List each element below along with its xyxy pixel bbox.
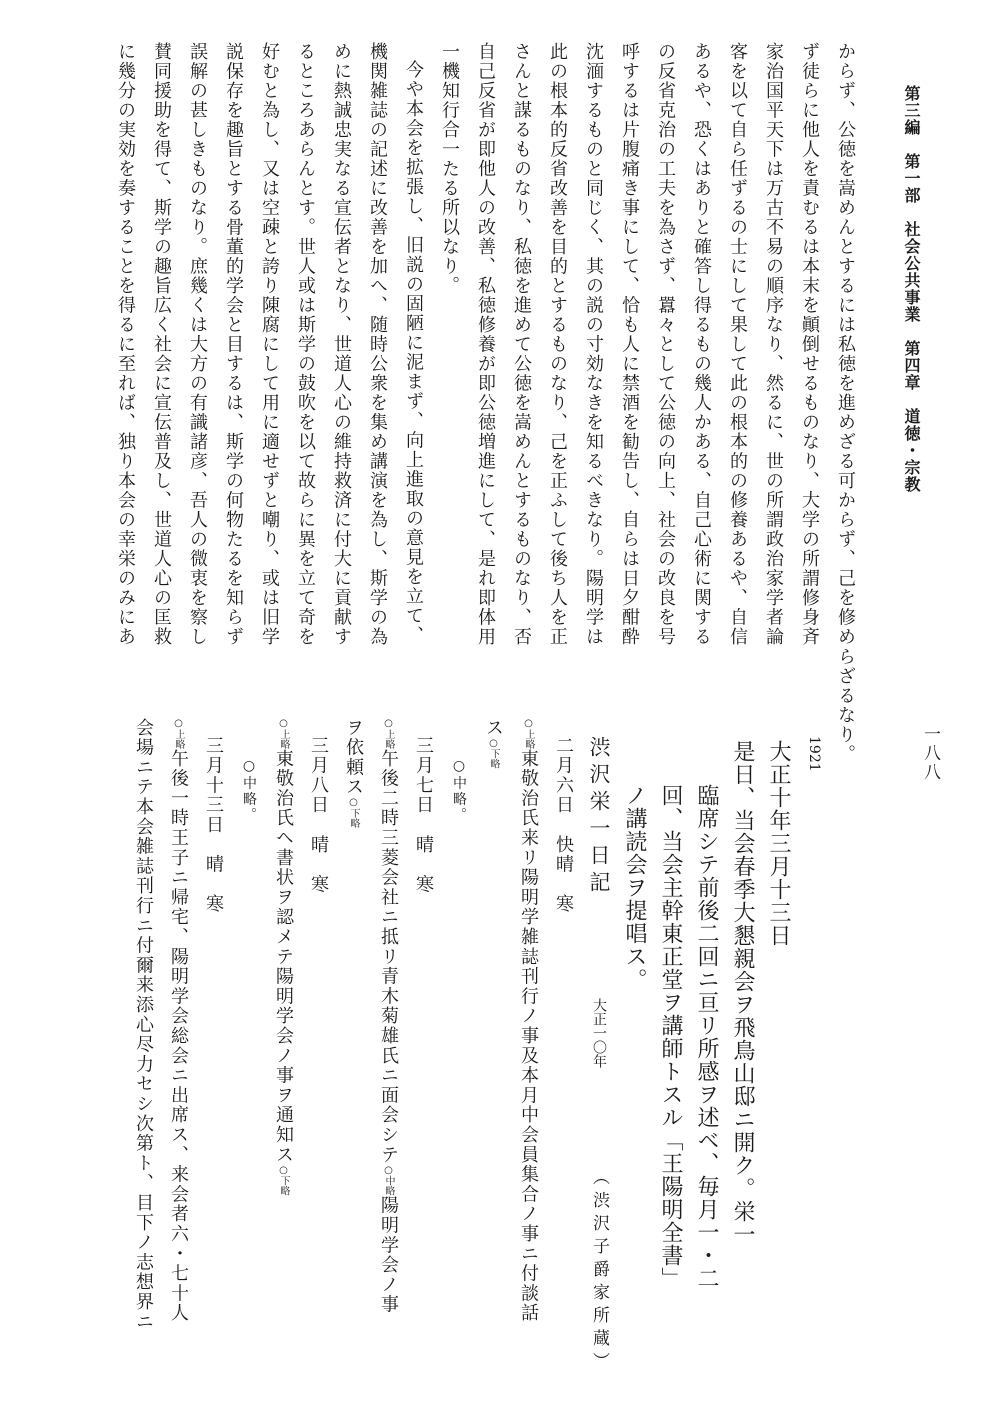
diary-text: 午後二時三菱会社ニ抵リ青木菊雄氏ニ面会シテ [378, 749, 399, 1165]
body-text-line: 此の根本的反省改善を目的とするものなり、己を正ふして後ち人を正 [547, 42, 568, 647]
diary-continuation-line [476, 718, 511, 1358]
diary-date-line: 三月七日 晴 寒 [413, 736, 434, 895]
body-text-line: の反省克治の工夫を為さず、囂々として公徳の向上、社会の改良を号 [655, 42, 676, 647]
body-text-line: さんと謀るものなり、私徳を進めて公徳を嵩めんとするものなり、否 [511, 42, 532, 647]
diary-era: 大正一〇年 [591, 998, 607, 1068]
diary-text: 東敬治氏来リ陽明学雑誌刊行ノ事及本月中会員集合ノ事ニ付談話 [518, 749, 539, 1324]
entry-summary-line: ノ講読会ヲ提唱ス。 [622, 784, 647, 991]
body-text-line: 客を以て自ら任ずるの士にして果して此の根本的の修養あるや、自信 [727, 42, 748, 647]
body-text-line: 沈湎するものと同じく、其の説の寸効なきを知るべきなり。陽明学は [583, 42, 604, 647]
body-text-line: るところあらんとす。世人或は斯学の鼓吹を以て故らに異を立て奇を [295, 42, 316, 647]
diary-omission-note: ○中略。 [451, 758, 467, 824]
diary-text: 東敬治氏ヘ書状ヲ認メテ陽明学会ノ事ヲ通知ス [273, 749, 294, 1165]
diary-source: （渋沢子爵家所蔵） [589, 1168, 609, 1375]
diary-body-line [161, 718, 196, 1358]
diary-lines [126, 718, 581, 1358]
diary-continuation-line [336, 718, 371, 1358]
omission-mark: ○上略 [173, 718, 184, 749]
body-text-line: ず徒らに他人を責むるは本末を顚倒せるものなり、大学の所謂修身斉 [799, 42, 820, 647]
diary-date-line: 三月十三日 晴 寒 [203, 736, 224, 915]
omission-mark: ○中略 [383, 1164, 394, 1196]
omission-mark: ○上略 [383, 718, 394, 749]
body-text-line: 好むと為し、又は空疎と誇り陳腐にして用に適せずと嘲り、或は旧学 [259, 42, 280, 647]
page-number: 一八八 [920, 725, 940, 782]
entry-summary-line: 回、当会主幹東正堂ヲ講師トスル「王陽明全書」 [658, 784, 683, 1290]
body-text-line: 賛同援助を得て、斯学の趣旨広く社会に宣伝普及し、世道人心の匡救 [151, 42, 172, 647]
entry-date: 大正十年三月十三日 [766, 740, 791, 947]
omission-mark: ○上略 [278, 718, 289, 749]
body-text-line: 説保存を趣旨とする骨董的学会と目するは、斯学の何物たるを知らず [223, 42, 244, 647]
omission-mark: ○下略 [488, 737, 499, 769]
diary-body-line [266, 718, 301, 1358]
diary-text: 陽明学会ノ事 [378, 1195, 399, 1315]
diary-body-line [511, 718, 546, 1358]
body-text-line: あるや、恐くはありと確答し得るもの幾人かある、自己心術に関する [691, 42, 712, 647]
diary-continuation-line [126, 718, 161, 1358]
body-text-line: 家治国平天下は万古不易の順序なり、然るに、世の所謂政治家学者論 [763, 42, 784, 647]
body-text-line: めに熱誠忠実なる宣伝者となり、世道人心の維持救済に付大に貢献す [331, 42, 352, 647]
omission-mark: ○下略 [348, 797, 359, 829]
body-text-line: 呼するは片腹痛き事にして、恰も人に禁酒を勧告し、自らは日夕酣酔 [619, 42, 640, 647]
running-header: 第三編 第一部 社会公共事業 第四章 道徳・宗教 [902, 85, 921, 493]
diary-body-line [371, 718, 406, 1358]
body-text-line: からず、公徳を嵩めんとするには私徳を進めざる可からず、己を修め [835, 42, 856, 647]
body-text-line: 自己反省が即他人の改善、私徳修養が即公徳増進にして、是れ即体用 [475, 42, 496, 647]
body-text-line: 機関雑誌の記述に改善を加へ、随時公衆を集め講演を為し、斯学の為 [367, 42, 388, 647]
body-text-line: らざるなり。 [835, 646, 856, 764]
entry-summary-line: 臨席シテ前後二回ニ亘リ所感ヲ述ベ、毎月一・二 [694, 784, 719, 1290]
diary-title-line [581, 718, 616, 1375]
entry-year: 1921 [806, 736, 822, 772]
omission-mark: ○上略 [523, 718, 534, 749]
body-text-line: 一機知行合一たる所以なり。 [439, 42, 460, 296]
lower-text-block [111, 718, 831, 1375]
diary-date-line: 二月六日 快晴 寒 [553, 736, 574, 915]
diary-date-line: 三月八日 晴 寒 [308, 736, 329, 895]
diary-title: 渋沢栄一日記 [587, 736, 611, 898]
diary-text: ヲ依頼ス [343, 718, 364, 798]
diary-text: ス [483, 718, 504, 738]
omission-mark: ○下略 [278, 1164, 289, 1196]
diary-omission-note: ○中略。 [241, 758, 257, 824]
body-text-line: 今や本会を拡張し、旧説の固陋に泥まず、向上進取の意見を立て、 [403, 60, 424, 645]
entry-summary-line: 是日、当会春季大懇親会ヲ飛鳥山邸ニ開ク。栄一 [730, 740, 755, 1246]
diary-text: 会場ニテ本会雑誌刊行ニ付爾来添心尽力セシ次第ト、目下ノ志想界ニ [133, 718, 154, 1332]
body-text-line: に幾分の実効を奏することを得るに至れば、独り本会の幸栄のみにあ [115, 42, 136, 647]
diary-text: 午後一時王子ニ帰宅、陽明学会総会ニ出席ス、来会者六・七十人 [168, 749, 189, 1324]
body-text-line: 誤解の甚しきものなり。庶幾くは大方の有識諸彦、吾人の微衷を察し [187, 42, 208, 647]
